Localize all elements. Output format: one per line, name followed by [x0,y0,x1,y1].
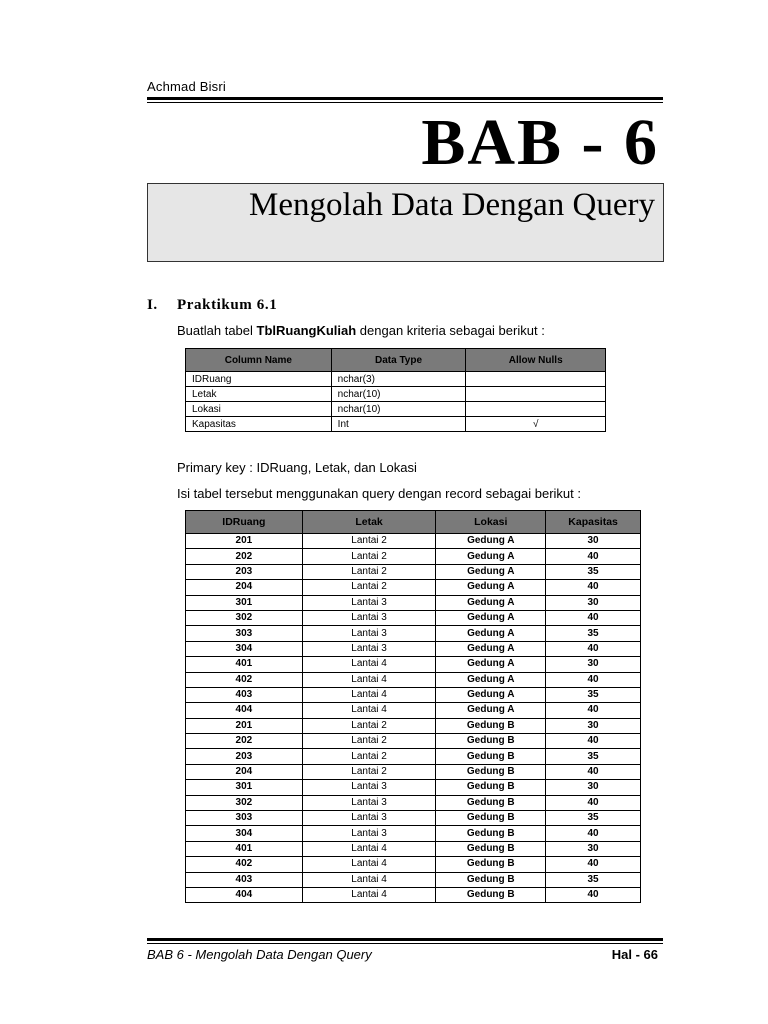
records-cell: Gedung B [436,811,546,826]
records-row [186,749,641,764]
records-row [186,887,641,902]
records-cell: Gedung B [436,795,546,810]
spec-cell: Kapasitas [186,417,332,432]
records-row [186,657,641,672]
records-cell: Gedung B [436,764,546,779]
records-cell: 40 [546,887,641,902]
records-cell: 40 [546,703,641,718]
records-cell: 403 [186,687,303,702]
spec-cell [466,372,606,387]
spec-row [186,417,606,432]
records-cell: 304 [186,641,303,656]
records-cell: 35 [546,687,641,702]
page-number: Hal - 66 [611,947,658,962]
footer-rule-thick [147,938,663,941]
records-cell: Lantai 3 [302,780,436,795]
spec-cell: IDRuang [186,372,332,387]
records-cell: 40 [546,672,641,687]
spec-cell: nchar(10) [331,402,466,417]
spec-header-cell: Data Type [331,349,466,372]
records-cell: 30 [546,780,641,795]
records-row [186,534,641,549]
records-cell: 201 [186,534,303,549]
records-cell: Lantai 3 [302,795,436,810]
records-cell: 35 [546,626,641,641]
spec-row [186,402,606,417]
records-cell: 204 [186,764,303,779]
header-rule-thick [147,97,663,100]
records-cell: Lantai 4 [302,703,436,718]
records-table [185,510,641,903]
records-row [186,795,641,810]
records-row [186,718,641,733]
records-cell: 203 [186,749,303,764]
records-cell: Gedung B [436,857,546,872]
records-row [186,610,641,625]
records-row [186,641,641,656]
records-cell: 403 [186,872,303,887]
records-cell: Gedung A [436,672,546,687]
records-cell: 35 [546,564,641,579]
records-cell: Lantai 4 [302,872,436,887]
records-cell: 40 [546,610,641,625]
records-cell: 40 [546,826,641,841]
records-cell: Gedung B [436,841,546,856]
records-cell: 30 [546,718,641,733]
records-cell: 302 [186,795,303,810]
records-cell: 202 [186,549,303,564]
records-cell: 201 [186,718,303,733]
intro-suffix: dengan kriteria sebagai berikut : [356,323,545,338]
records-cell: Lantai 2 [302,734,436,749]
spec-row [186,372,606,387]
records-cell: 40 [546,795,641,810]
records-row [186,857,641,872]
records-row [186,595,641,610]
records-row [186,703,641,718]
records-cell: Lantai 2 [302,580,436,595]
records-cell: Gedung A [436,626,546,641]
records-cell: Lantai 3 [302,610,436,625]
records-cell: Gedung A [436,610,546,625]
records-row [186,687,641,702]
records-cell: Lantai 3 [302,826,436,841]
records-cell: 40 [546,764,641,779]
records-cell: Gedung B [436,718,546,733]
spec-cell: Int [331,417,466,432]
records-cell: 35 [546,749,641,764]
records-cell: 401 [186,841,303,856]
records-cell: Gedung A [436,549,546,564]
records-cell: 404 [186,887,303,902]
records-cell: Lantai 2 [302,564,436,579]
intro-table-name: TblRuangKuliah [256,323,357,338]
spec-header-cell: Allow Nulls [466,349,606,372]
records-cell: Lantai 2 [302,764,436,779]
records-intro: Isi tabel tersebut menggunakan query dengan record sebagai berikut : [177,486,581,501]
records-cell: Gedung B [436,780,546,795]
section-heading [147,297,277,314]
section-number: I. [147,297,158,313]
records-cell: Lantai 2 [302,549,436,564]
spec-row [186,387,606,402]
records-cell: Lantai 3 [302,626,436,641]
records-cell: 402 [186,857,303,872]
records-row [186,872,641,887]
records-cell: Gedung A [436,641,546,656]
records-row [186,626,641,641]
records-cell: Gedung A [436,687,546,702]
records-cell: 35 [546,811,641,826]
records-cell: 30 [546,841,641,856]
records-cell: 202 [186,734,303,749]
spec-cell: nchar(10) [331,387,466,402]
records-cell: 40 [546,734,641,749]
records-header-cell: Letak [302,511,436,534]
records-row [186,564,641,579]
records-row [186,734,641,749]
records-cell: 35 [546,872,641,887]
records-cell: 30 [546,595,641,610]
records-row [186,549,641,564]
records-cell: Lantai 3 [302,595,436,610]
spec-cell [466,402,606,417]
section-title: Praktikum 6.1 [177,297,278,313]
spec-cell [466,387,606,402]
records-cell: Gedung B [436,872,546,887]
spec-cell: Letak [186,387,332,402]
spec-header-row [186,349,606,372]
records-cell: Gedung B [436,749,546,764]
records-row [186,826,641,841]
chapter-heading: BAB - 6 [421,106,659,179]
records-cell: 301 [186,780,303,795]
records-header-cell: Kapasitas [546,511,641,534]
header-rule-thin [147,102,663,103]
records-cell: Lantai 2 [302,749,436,764]
records-cell: 304 [186,826,303,841]
records-row [186,841,641,856]
records-cell: 30 [546,534,641,549]
records-cell: Gedung A [436,534,546,549]
records-header-row [186,511,641,534]
records-cell: Lantai 4 [302,657,436,672]
intro-paragraph [177,323,545,338]
records-cell: 30 [546,657,641,672]
records-row [186,780,641,795]
records-cell: Gedung A [436,703,546,718]
records-cell: Lantai 2 [302,534,436,549]
records-header-cell: IDRuang [186,511,303,534]
records-cell: 301 [186,595,303,610]
records-cell: Lantai 4 [302,841,436,856]
records-cell: 302 [186,610,303,625]
intro-prefix: Buatlah tabel [177,323,257,338]
records-cell: Gedung B [436,826,546,841]
records-cell: Lantai 4 [302,687,436,702]
records-cell: Gedung B [436,734,546,749]
chapter-title-box [147,183,664,262]
records-cell: 303 [186,811,303,826]
spec-cell: Lokasi [186,402,332,417]
primary-key-note: Primary key : IDRuang, Letak, dan Lokasi [177,460,417,475]
records-cell: Lantai 3 [302,811,436,826]
records-row [186,764,641,779]
records-cell: 404 [186,703,303,718]
records-cell: 40 [546,641,641,656]
records-cell: 402 [186,672,303,687]
records-row [186,811,641,826]
records-cell: 204 [186,580,303,595]
records-row [186,580,641,595]
records-cell: 40 [546,580,641,595]
records-cell: 203 [186,564,303,579]
records-cell: 40 [546,857,641,872]
chapter-title: Mengolah Data Dengan Query [249,187,655,223]
footer-rule-thin [147,943,663,944]
records-cell: 303 [186,626,303,641]
spec-header-cell: Column Name [186,349,332,372]
records-header-cell: Lokasi [436,511,546,534]
records-cell: Gedung A [436,657,546,672]
footer-title: BAB 6 - Mengolah Data Dengan Query [147,947,372,962]
records-row [186,672,641,687]
records-cell: Gedung B [436,887,546,902]
records-cell: Lantai 3 [302,641,436,656]
records-cell: Lantai 4 [302,857,436,872]
records-cell: Gedung A [436,595,546,610]
records-cell: 401 [186,657,303,672]
records-cell: 40 [546,549,641,564]
spec-cell: √ [466,417,606,432]
records-cell: Lantai 4 [302,887,436,902]
spec-cell: nchar(3) [331,372,466,387]
records-cell: Gedung A [436,564,546,579]
records-cell: Lantai 4 [302,672,436,687]
records-cell: Lantai 2 [302,718,436,733]
records-cell: Gedung A [436,580,546,595]
column-spec-table [185,348,606,432]
author-name: Achmad Bisri [147,79,226,94]
